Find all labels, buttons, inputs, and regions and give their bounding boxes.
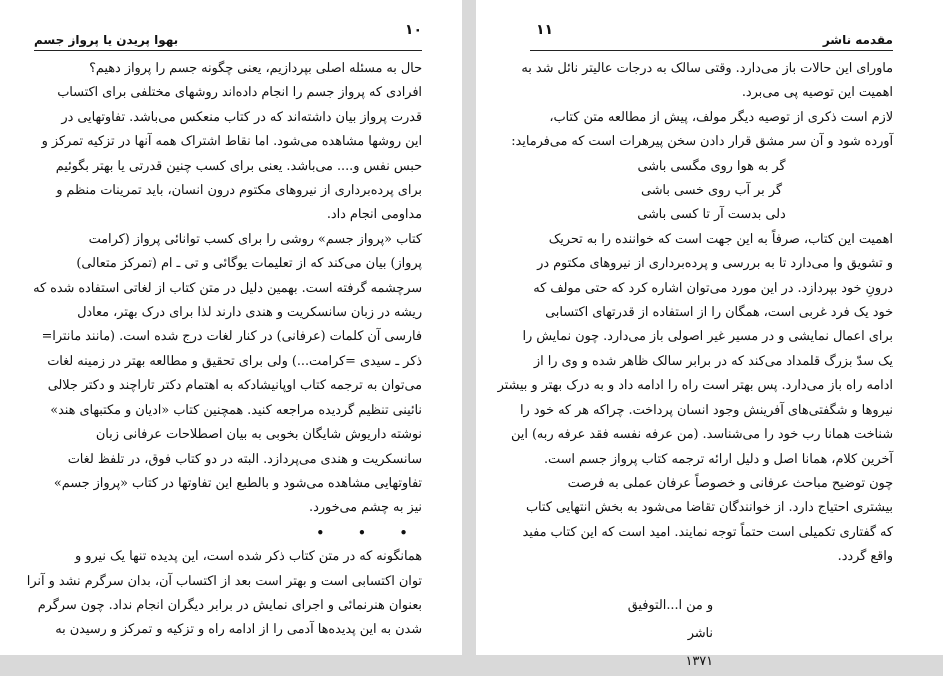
text-line: یک سدّ بزرگ قلمداد می‌کند که در برابر سالک ظاهر شده و وی را از: [533, 353, 893, 369]
text-line: ماورای این حالات باز می‌دارد. وقتی سالک به درجات عالیتر نائل شد به: [521, 61, 893, 76]
text-line: برای پرده‌برداری از نیروهای مکتوم درون انسان، باید تمرینات منظم و: [56, 183, 422, 199]
text-line: قدرت پرواز بیان داشته‌اند که در کتاب منعکس می‌باشد. تفاوتهایی در: [61, 109, 422, 125]
text-line: همانگونه که در متن کتاب ذکر شده است، این پدیده تنها یک نیرو و: [75, 549, 422, 565]
page-body: [497, 57, 893, 676]
text-line: نوشته داریوش شایگان بخوبی به بیان اصطلاحات عرفانی زبان: [95, 427, 422, 443]
right-page: [476, 0, 943, 669]
text-line: کتاب «پرواز جسم» روشی را برای کسب توانائی پرواز (کرامت: [88, 231, 422, 247]
running-title: بهوا پریدن یا پرواز جسم: [34, 33, 179, 47]
text-line: لازم است ذکری از توصیه دیگر مولف، پیش از مطالعه متن کتاب،: [549, 109, 893, 125]
text-line: سرچشمه گرفته است. بهمین دلیل در متن کتاب از لغاتی استفاده شده که: [33, 280, 422, 296]
text-line: شناخت همانا رب خود را می‌شناسد. (من عرفه نفسه فقد عرفه ربه) این: [511, 427, 893, 443]
text-line: توان اکتسابی است و بهتر است بعد از اکتساب آن، بدان سرگرم نشد و آنرا: [26, 573, 422, 589]
text-line: حبس نفس و.... می‌باشد. یعنی برای کسب چنین قدرتی یا بهتر بگوئیم: [55, 158, 422, 174]
page-header: [530, 22, 893, 51]
page-body: [26, 57, 422, 643]
text-line: نائینی تنظیم گردیده مراجعه کنید. همچنین کتاب «ادیان و مکتبهای هند»: [50, 402, 422, 418]
text-line: این روشها مشاهده می‌شود. اما نقاط اشتراک همه آنها در تزکیه تمرکز و: [41, 134, 422, 150]
running-title: مقدمه ناشر: [822, 33, 893, 47]
text-line: اهمیت این توصیه پی می‌برد.: [741, 85, 893, 101]
text-line: تفاوتهایی مشاهده می‌شود و بالطبع این تفاوتها در کتاب «پرواز جسم»: [53, 475, 422, 491]
poem-verse: گر به هوا روی مگسی باشی: [637, 158, 786, 174]
text-line: فارسی آن کلمات (عرفانی) در کنار لغات درج شده است. (مانند مانترا=: [41, 329, 422, 345]
signature-publisher: ناشر: [687, 625, 713, 641]
text-line: آورده شود و آن سر مشق قرار دادن سخن پیرهرات است که می‌فرماید:: [511, 134, 893, 150]
text-line: چون توضیح مباحث عرفانی و خصوصاً عرفان عملی به فرصت: [567, 475, 893, 491]
page-number: ۱۰: [404, 22, 422, 38]
text-line: مداومی انجام داد.: [326, 207, 422, 223]
page-header: [34, 22, 422, 51]
text-line: حال به مسئله اصلی بپردازیم، یعنی چگونه جسم را پرواز دهیم؟: [89, 61, 422, 76]
text-line: ریشه در زبان سانسکریت و هندی دارند لذا برای درک بهتر، معادل: [77, 305, 422, 321]
text-line: و تشویق وا می‌دارد تا به بررسی و پرده‌برداری از نیروهای مکتوم در: [537, 256, 893, 272]
text-line: پرواز) بیان می‌کند که از تعلیمات یوگائی و تی ـ ام (تمرکز متعالی): [76, 256, 422, 272]
text-line: نیروها و شگفتی‌های آفرینش وجود انسان پرداخت. چراکه هر که خود را: [519, 402, 893, 418]
text-line: اهمیت این کتاب، صرفاً به این جهت است که خواننده را به تحریک: [548, 231, 893, 247]
text-line: می‌توان به ترجمه کتاب اوپانیشادکه به اهتمام دکتر تاراچند و دکتر جلالی: [47, 378, 422, 394]
text-line: ادامه راه باز می‌دارد. پس بهتر است راه را ادامه داد و به درک بهتر و بیشتر: [497, 378, 893, 394]
text-line: سانسکریت و هندی می‌پردازد. البته در دو کتاب فوق، در تلفظ لغات: [67, 451, 422, 467]
text-line: واقع گردد.: [837, 549, 893, 565]
signature-line: و من ا...التوفیق: [627, 597, 713, 613]
text-line: نیز به چشم می‌خورد.: [309, 500, 422, 516]
signature-block: [530, 592, 893, 676]
text-line: آخرین کلام، همانا اصل و دلیل ارائه ترجمه کتاب پرواز جسم است.: [543, 451, 893, 467]
text-line: که گفتاری تکمیلی است حتماً توجه نمایند. امید است که این کتاب مفید: [522, 524, 893, 540]
text-line: درونِ خود بپردازد. در این مورد می‌توان اشاره کرد که حتی مولف که: [533, 280, 893, 296]
text-line: بیشتری احتیاج دارد. از خوانندگان تقاضا می‌شود به بخش انتهایی کتاب: [525, 500, 893, 516]
section-separator: • • •: [315, 523, 422, 542]
text-line: افرادی که پرواز جسم را انجام داده‌اند روشهای مختلفی برای اکتساب: [57, 85, 422, 101]
poem-verse: دلی بدست آر تا کسی باشی: [637, 207, 786, 223]
text-line: ذکر ـ سیدی =کرامت...) ولی برای تحقیق و مطالعه بهتر در زمینه لغات: [47, 353, 422, 369]
page-number: ۱۱: [536, 22, 554, 38]
signature-year: ۱۳۷۱: [685, 653, 713, 669]
text-line: برای اعمال نمایشی و در مسیر غیر اصولی باز می‌دارد. چون نمایش را: [522, 329, 893, 345]
text-line: شدن به این پدیده‌ها آدمی را از ادامه راه و تزکیه و تمرکز و رسیدن به: [55, 622, 422, 638]
left-page: [0, 0, 462, 655]
poem-verse: گر بر آب روی خسی باشی: [641, 183, 782, 199]
text-line: بعنوان هنرنمائی و اجرای نمایش در برابر دیگران انجام نداد. چون سرگرم: [37, 597, 422, 613]
text-line: خود یک فرد غربی است، همگان را از استفاده از قدرتهای اکتسابی: [545, 305, 893, 321]
